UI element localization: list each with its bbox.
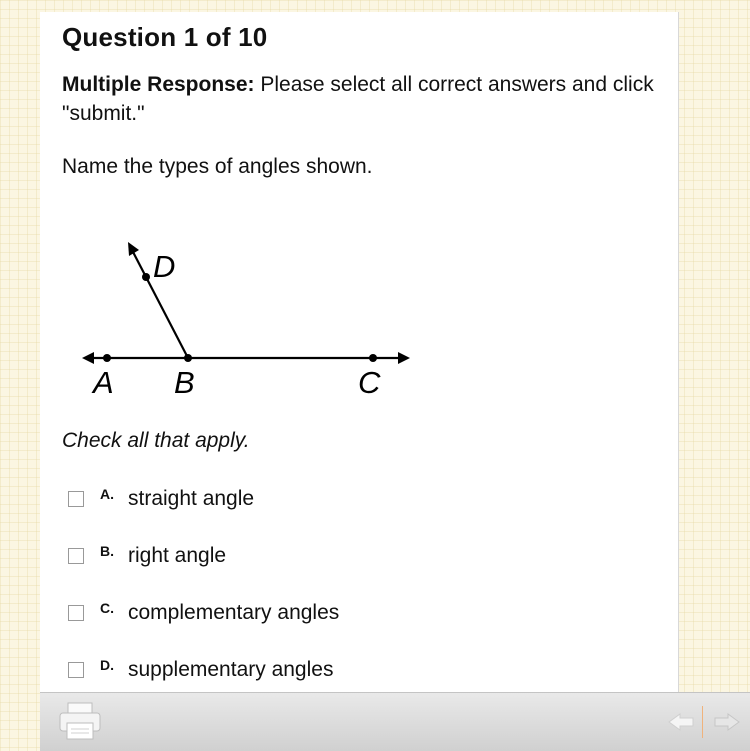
option-a-text[interactable]: straight angle <box>128 487 255 510</box>
nav-separator <box>702 706 703 738</box>
angle-diagram <box>80 230 420 405</box>
arrowhead-left <box>82 352 94 364</box>
question-title: Question 1 of 10 <box>62 22 268 52</box>
question-prompt: Name the types of angles shown. <box>62 155 373 178</box>
point-d-dot <box>142 273 150 281</box>
option-c-letter: C. <box>100 600 114 616</box>
option-b-letter: B. <box>100 543 114 559</box>
option-a-letter: A. <box>100 486 114 502</box>
option-d-text[interactable]: supplementary angles <box>128 658 334 681</box>
previous-arrow-icon[interactable] <box>668 713 694 731</box>
point-a-dot <box>103 354 111 362</box>
option-c-checkbox[interactable] <box>68 605 84 621</box>
option-d-checkbox[interactable] <box>68 662 84 678</box>
printer-icon[interactable] <box>58 701 102 741</box>
point-b-label: B <box>174 365 195 400</box>
option-a-checkbox[interactable] <box>68 491 84 507</box>
option-b-checkbox[interactable] <box>68 548 84 564</box>
next-arrow-icon[interactable] <box>714 713 740 731</box>
point-b-dot <box>184 354 192 362</box>
question-panel <box>40 12 679 692</box>
instruction-text: Please select all correct answers and click "submit." <box>62 73 654 125</box>
option-d[interactable] <box>68 655 333 685</box>
point-c-label: C <box>358 365 381 400</box>
point-c-dot <box>369 354 377 362</box>
question-instruction <box>62 70 662 128</box>
option-b[interactable] <box>68 541 226 571</box>
point-d-label: D <box>153 249 176 284</box>
check-all-instruction: Check all that apply. <box>62 429 250 452</box>
option-a[interactable] <box>68 484 254 514</box>
option-b-text[interactable]: right angle <box>128 544 227 567</box>
option-c-text[interactable]: complementary angles <box>128 601 340 624</box>
question-type-label: Multiple Response: <box>62 73 255 96</box>
option-c[interactable] <box>68 598 339 628</box>
point-a-label: A <box>93 365 114 400</box>
arrowhead-right <box>398 352 410 364</box>
bottom-toolbar <box>40 692 750 751</box>
option-d-letter: D. <box>100 657 114 673</box>
